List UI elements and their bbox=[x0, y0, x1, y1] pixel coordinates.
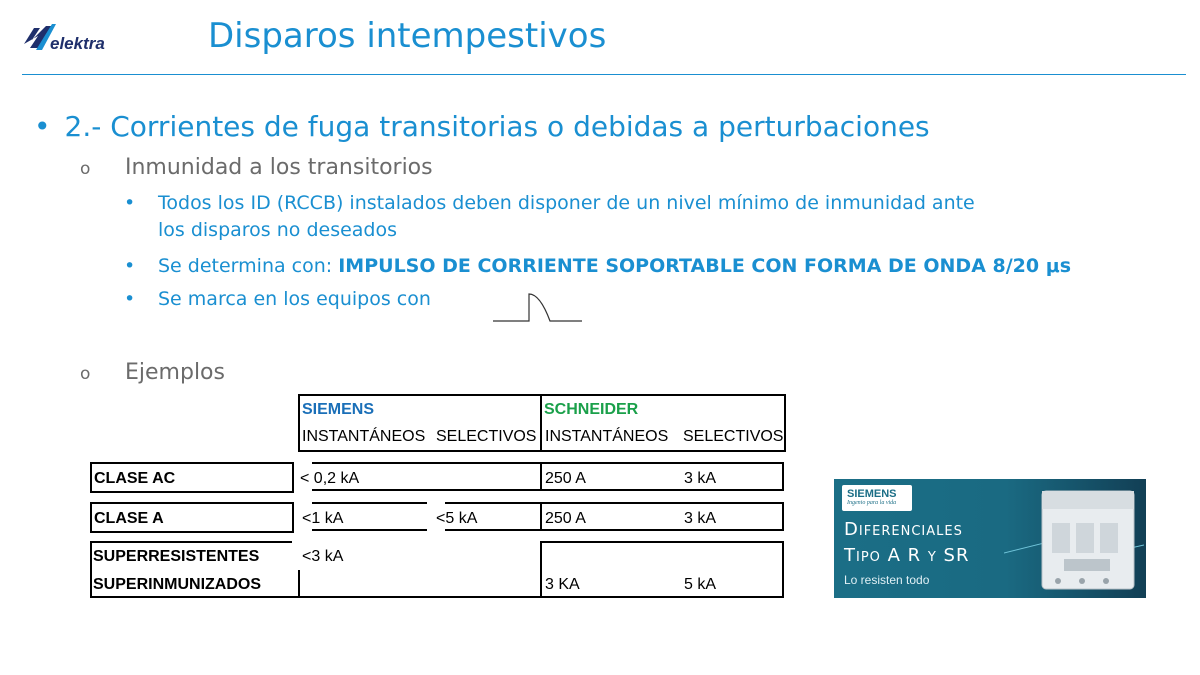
row-a-right-edge bbox=[782, 502, 784, 531]
row-super-top-line-1 bbox=[90, 541, 292, 543]
logo-text: elektra bbox=[50, 34, 105, 53]
item-determina-text: Se determina con: bbox=[158, 255, 339, 277]
sub-marker: o bbox=[80, 159, 91, 179]
row-super-label-2: SUPERINMUNIZADOS bbox=[93, 576, 262, 593]
row-super-schneider-inst: 3 KA bbox=[545, 576, 580, 593]
item-marca-text: Se marca en los equipos con bbox=[158, 288, 431, 310]
item-rccb-line1: Todos los ID (RCCB) instalados deben disponer de un nivel mínimo de inmunidad ante bbox=[158, 192, 975, 214]
item-dot: • bbox=[124, 255, 136, 277]
row-a-siemens-inst: <1 kA bbox=[302, 510, 344, 527]
row-ac-label: CLASE AC bbox=[94, 470, 176, 487]
bullet-main bbox=[34, 110, 930, 143]
row-super-bottom-line bbox=[90, 596, 784, 598]
promo-line3: Lo resisten todo bbox=[844, 573, 930, 587]
col-header-siemens-inst: INSTANTÁNEOS bbox=[302, 428, 426, 445]
brand-siemens: SIEMENS bbox=[302, 401, 375, 418]
row-super-divider bbox=[540, 541, 542, 598]
row-a-schneider-inst: 250 A bbox=[545, 510, 586, 527]
row-super-siemens-inst: <3 kA bbox=[302, 548, 344, 565]
col-header-schneider-inst: INSTANTÁNEOS bbox=[545, 428, 669, 445]
row-ac-right-edge bbox=[782, 462, 784, 491]
promo-line1: Diferenciales bbox=[844, 519, 963, 540]
rccb-device-icon bbox=[1004, 483, 1144, 595]
impulse-waveform-icon bbox=[492, 290, 584, 326]
bullet-main-text: 2.- Corrientes de fuga transitorias o debidas a perturbaciones bbox=[64, 110, 930, 143]
title-divider bbox=[22, 74, 1186, 75]
promo-brand: SIEMENS bbox=[847, 488, 897, 500]
row-a-schneider-sel: 3 kA bbox=[684, 510, 717, 527]
row-super-right-edge bbox=[782, 541, 784, 598]
item-dot: • bbox=[124, 192, 136, 214]
row-super-left-edge bbox=[90, 541, 92, 598]
row-a-siemens-sel: <5 kA bbox=[436, 510, 478, 527]
row-a-divider bbox=[540, 502, 542, 531]
sub-marker: o bbox=[80, 364, 91, 384]
row-super-top-line-2 bbox=[540, 541, 784, 543]
item-dot: • bbox=[124, 288, 136, 310]
siemens-promo-banner bbox=[834, 479, 1146, 598]
col-header-schneider-sel: SELECTIVOS bbox=[683, 428, 784, 445]
item-rccb-line2: los disparos no deseados bbox=[158, 219, 398, 241]
row-super-schneider-sel: 5 kA bbox=[684, 576, 717, 593]
promo-tagline: Ingenio para la vida bbox=[847, 500, 897, 506]
promo-line2: Tipo A R y SR bbox=[844, 545, 970, 566]
item-marca bbox=[124, 288, 431, 310]
sub-bullet-ejemplos bbox=[80, 360, 225, 385]
page-title: Disparos intempestivos bbox=[208, 16, 607, 56]
row-super-label-1: SUPERRESISTENTES bbox=[93, 548, 260, 565]
row-ac-top-line bbox=[312, 462, 784, 464]
row-ac-schneider-inst: 250 A bbox=[545, 470, 586, 487]
siemens-logo-box bbox=[842, 485, 912, 511]
row-ac-schneider-sel: 3 kA bbox=[684, 470, 717, 487]
row-ac-divider bbox=[540, 462, 542, 491]
row-super-mid-edge bbox=[298, 570, 300, 598]
item-determina bbox=[124, 255, 1071, 277]
row-a-bottom-line-1 bbox=[312, 529, 427, 531]
brand-schneider: SCHNEIDER bbox=[544, 401, 639, 418]
item-determina-bold: IMPULSO DE CORRIENTE SOPORTABLE CON FORMA DE ONDA 8/20 μs bbox=[338, 255, 1072, 277]
sub-bullet-ejemplos-text: Ejemplos bbox=[125, 360, 225, 385]
bullet-dot: • bbox=[34, 110, 51, 143]
row-a-top-line-2 bbox=[445, 502, 784, 504]
row-ac-siemens-inst: < 0,2 kA bbox=[300, 470, 360, 487]
row-ac-bottom-line bbox=[312, 489, 784, 491]
sub-bullet-text: Inmunidad a los transitorios bbox=[125, 155, 433, 180]
sub-bullet-inmunidad bbox=[80, 155, 433, 180]
row-a-top-line-1 bbox=[312, 502, 427, 504]
row-a-label: CLASE A bbox=[94, 510, 164, 527]
header-divider bbox=[540, 394, 542, 452]
item-rccb bbox=[124, 192, 975, 214]
col-header-siemens-sel: SELECTIVOS bbox=[436, 428, 537, 445]
row-a-bottom-line-2 bbox=[445, 529, 784, 531]
